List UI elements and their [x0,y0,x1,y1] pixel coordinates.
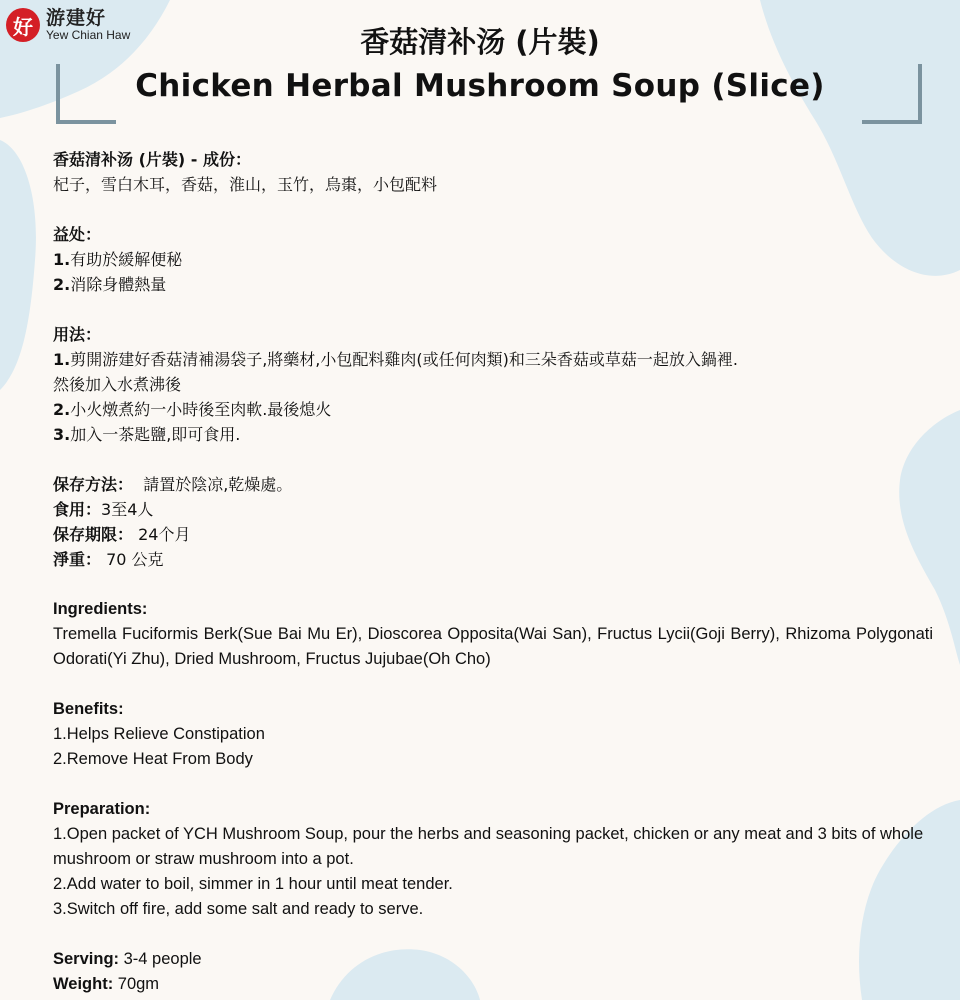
cn-benefits-section [53,222,933,297]
cn-shelf-life: 保存期限： 24个月 [53,525,191,544]
en-ingredients-text: Tremella Fuciformis Berk(Sue Bai Mu Er), Dioscorea Opposita(Wai San), Fructus Lycii(Goji Berry), Rhizoma Polygonati Odorati(Yi Zhu), Dried Mushroom, Fructus Jujubae(Oh Cho) [53,625,933,668]
en-preparation-section [53,797,933,922]
blob-mid-left [0,140,36,390]
en-ingredients-section [53,597,933,672]
cn-benefit-item: 1.有助於緩解便秘 [53,250,183,269]
cn-benefits-label: 益处： [53,225,102,244]
cn-usage-item: 然後加入水煮沸後 [53,375,182,394]
en-preparation-item: 2.Add water to boil, simmer in 1 hour until meat tender. [53,875,453,893]
cn-ingredients-section [53,147,933,197]
cn-ingredients-label: 香菇清补汤 (片裝) - 成份： [53,150,251,169]
en-ingredients-label: Ingredients: [53,600,148,618]
cn-usage-section [53,322,933,447]
cn-ingredients-text: 杞子，雪白木耳，香菇，淮山，玉竹，烏棗，小包配料 [53,175,438,194]
en-benefit-item: 1.Helps Relieve Constipation [53,725,265,743]
en-serving: Serving: 3-4 people [53,950,202,968]
cn-usage-item: 2.小火燉煮約一小時後至肉軟.最後熄火 [53,400,332,419]
title-cn: 香菇清补汤 (片裝) [360,25,600,59]
product-info [53,147,933,997]
cn-storage: 保存方法： 請置於陰凉,乾燥處。 [53,475,293,494]
cn-usage-item: 3.加入一茶匙鹽,即可食用. [53,425,241,444]
en-preparation-item: 1.Open packet of YCH Mushroom Soup, pour the herbs and seasoning packet, chicken or any meat and 3 bits of whole mushroom or straw mushroom into a pot. [53,825,924,868]
en-benefit-item: 2.Remove Heat From Body [53,750,253,768]
cn-usage-item: 1.剪開游建好香菇清補湯袋子,將藥材,小包配料雞肉(或任何肉類)和三朵香菇或草菇一起放入鍋裡. [53,350,738,369]
en-benefits-label: Benefits: [53,700,124,718]
en-details-section [53,947,933,997]
en-preparation-item: 3.Switch off fire, add some salt and ready to serve. [53,900,424,918]
brand-name-cn: 游建好 [46,6,107,29]
brand-name-en: Yew Chian Haw [46,27,131,42]
brand-seal: 好 [6,8,40,42]
en-benefits-section [53,697,933,772]
cn-benefit-item: 2.消除身體熱量 [53,275,167,294]
cn-serving: 食用：3至4人 [53,500,154,519]
cn-details-section [53,472,933,572]
cn-weight: 淨重： 70 公克 [53,550,164,569]
en-preparation-label: Preparation: [53,800,151,818]
en-weight: Weight: 70gm [53,975,160,993]
title-en: Chicken Herbal Mushroom Soup (Slice) [135,68,825,104]
cn-usage-label: 用法： [53,325,102,344]
page-title [0,20,960,108]
